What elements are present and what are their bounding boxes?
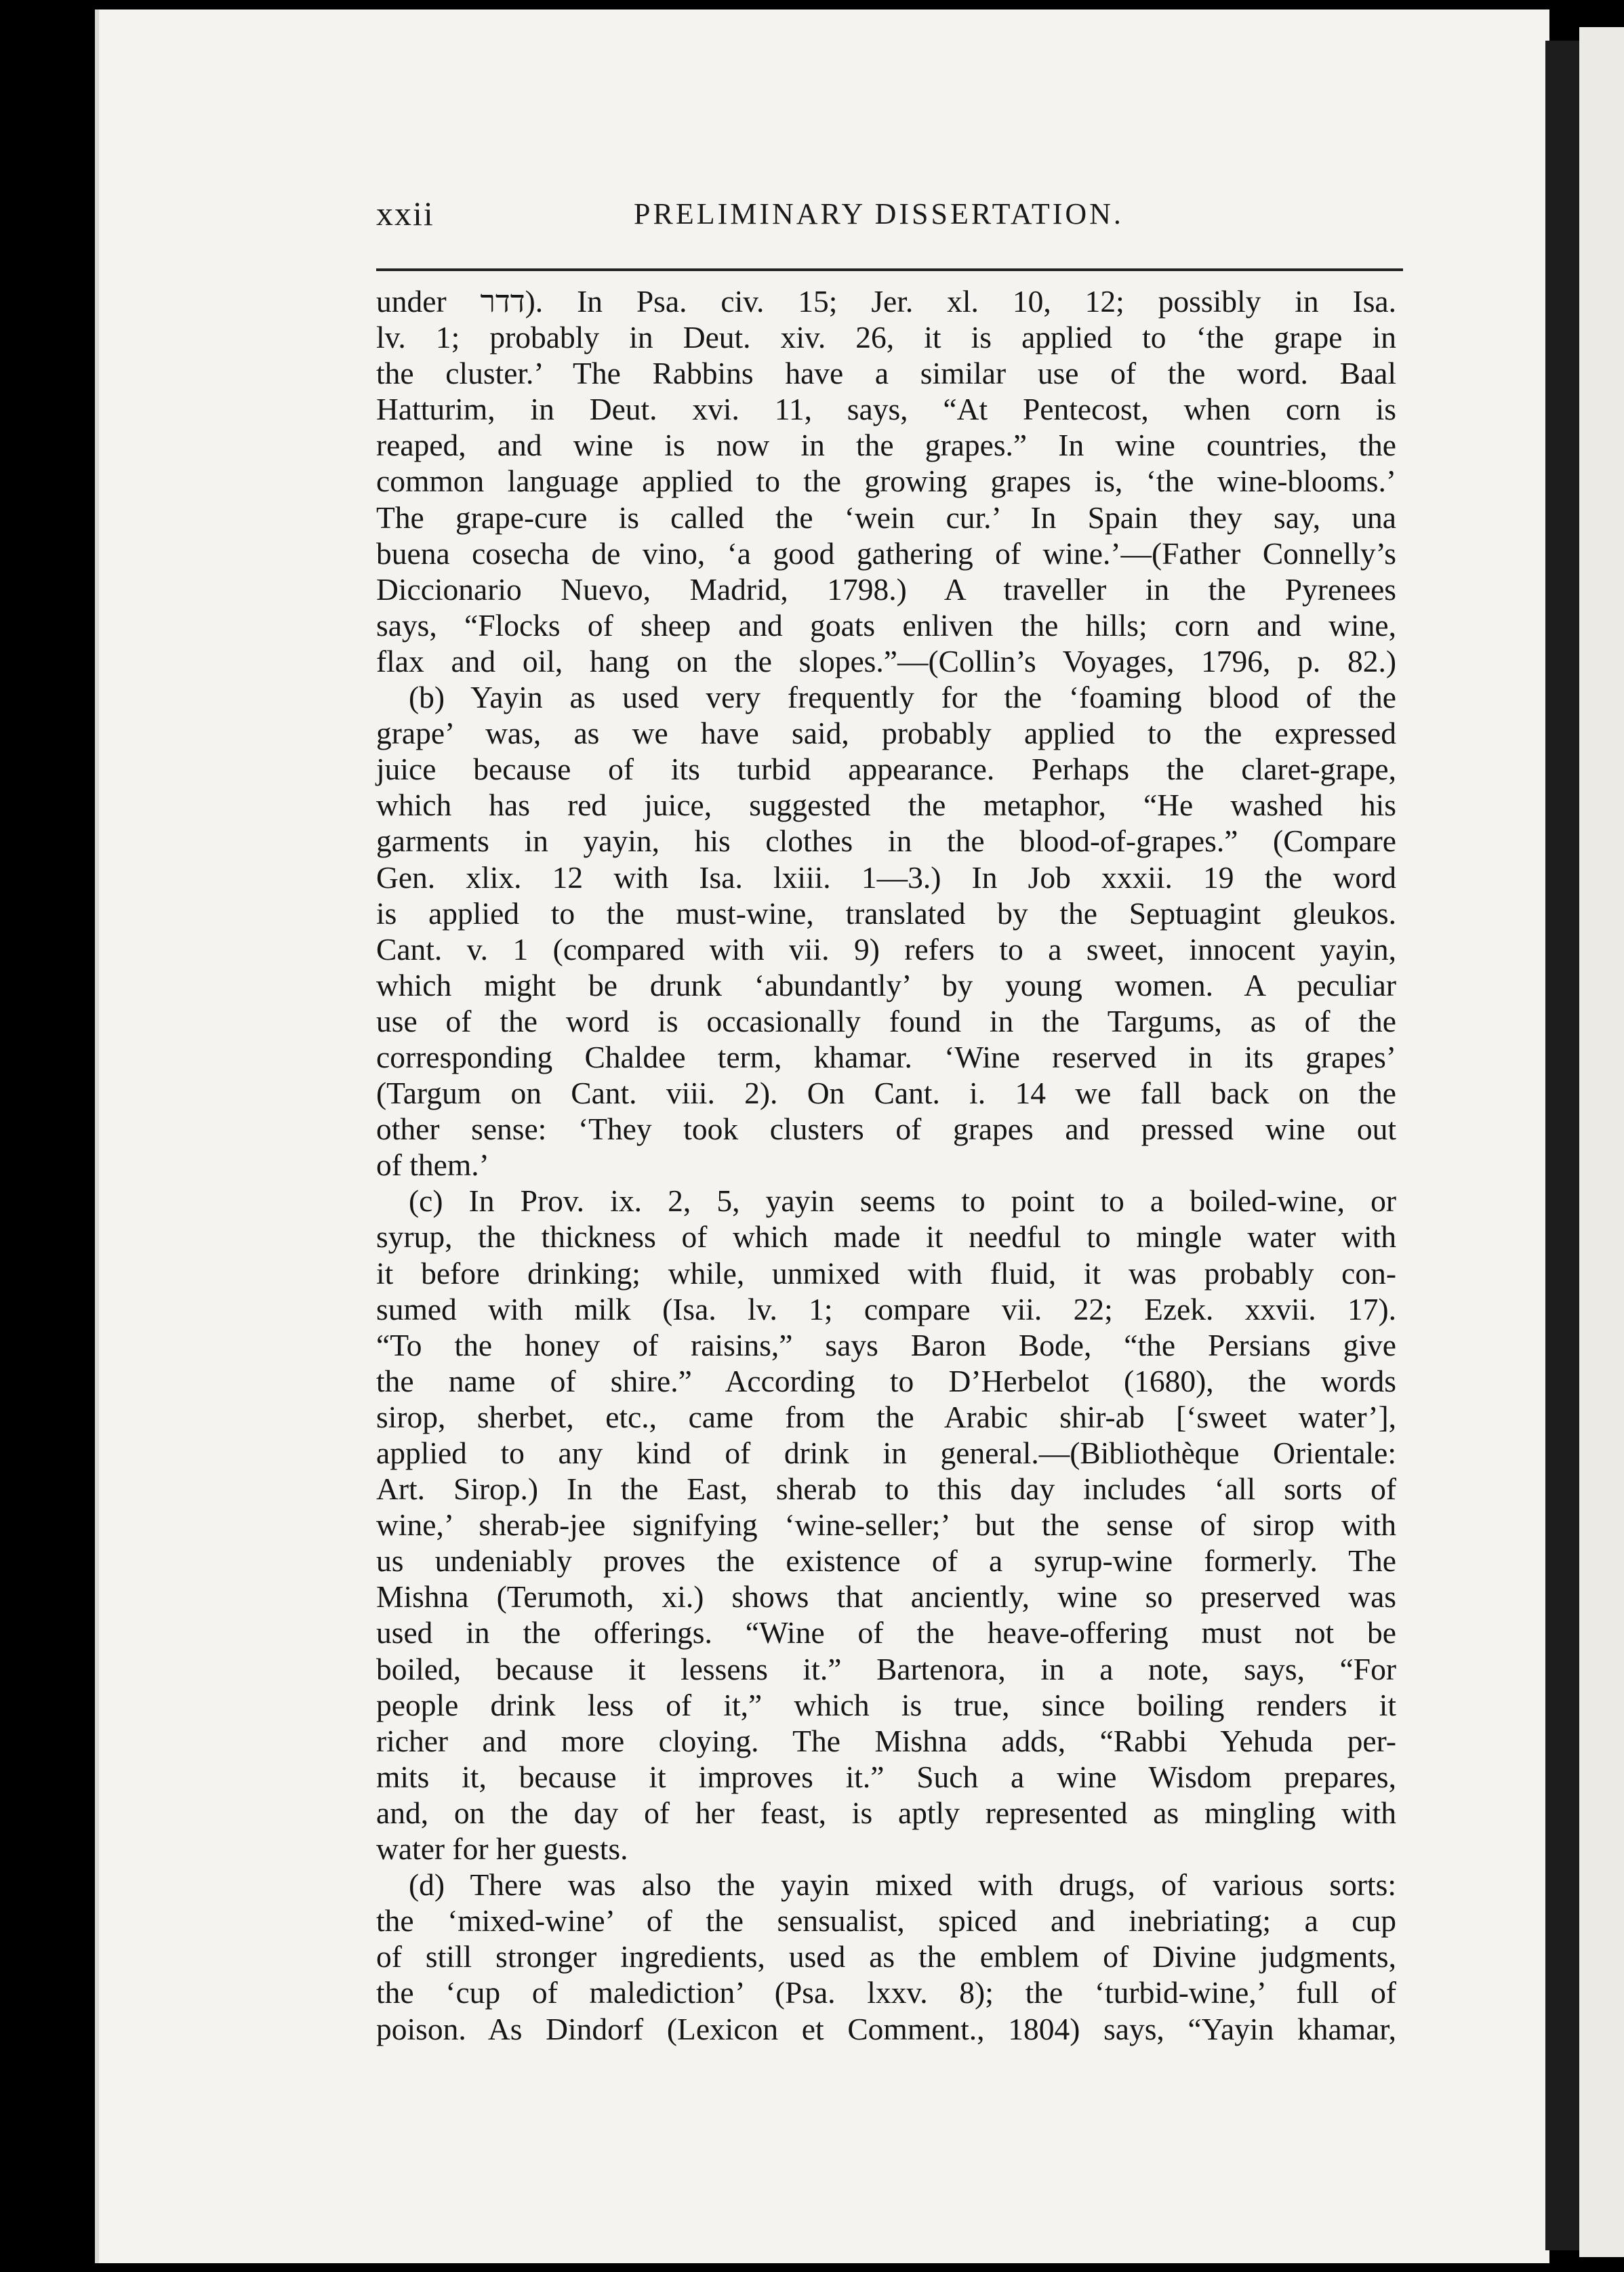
text-line: juice because of its turbid appearance. Perhaps the claret-grape,	[376, 752, 1396, 787]
running-header	[376, 194, 1400, 248]
text-line: (d) There was also the yayin mixed with drugs, of various sorts:	[409, 1867, 1396, 1903]
text-line: is applied to the must-wine, translated by the Septuagint gleukos.	[376, 895, 1396, 931]
text-line: the cluster.’ The Rabbins have a similar use of the word. Baal	[376, 356, 1396, 391]
text-line: lv. 1; probably in Deut. xiv. 26, it is applied to ‘the grape in	[376, 320, 1396, 355]
text-line: corresponding Chaldee term, khamar. ‘Wine reserved in its grapes’	[376, 1039, 1396, 1074]
text-line: sirop, sherbet, etc., came from the Arabic shir-ab [‘sweet water’],	[376, 1399, 1396, 1434]
text-line: says, “Flocks of sheep and goats enliven the hills; corn and wine,	[376, 607, 1396, 643]
text-line: which has red juice, suggested the metaphor, “He washed his	[376, 788, 1396, 823]
text-line: grape’ was, as we have said, probably applied to the expressed	[376, 716, 1396, 751]
text-line: “To the honey of raisins,” says Baron Bode, “the Persians give	[376, 1327, 1396, 1362]
text-line: garments in yayin, his clothes in the blood-of-grapes.” (Compare	[376, 824, 1396, 859]
text-line: poison. As Dindorf (Lexicon et Comment., 1804) says, “Yayin khamar,	[376, 2011, 1396, 2046]
text-line: use of the word is occasionally found in the Targums, as of the	[376, 1003, 1396, 1038]
text-line: Art. Sirop.) In the East, sherab to this day includes ‘all sorts of	[376, 1472, 1396, 1507]
text-line: and, on the day of her feast, is aptly represented as mingling with	[376, 1795, 1396, 1830]
page-number: xxii	[376, 195, 434, 232]
text-line: Diccionario Nuevo, Madrid, 1798.) A traveller in the Pyrenees	[376, 571, 1396, 607]
text-line: buena cosecha de vino, ‘a good gathering of wine.’—(Father Connelly’s	[376, 535, 1396, 571]
text-line: Gen. xlix. 12 with Isa. lxiii. 1—3.) In Job xxxii. 19 the word	[376, 859, 1396, 895]
text-line: it before drinking; while, unmixed with fluid, it was probably con-	[376, 1255, 1396, 1291]
text-line: reaped, and wine is now in the grapes.” In wine countries, the	[376, 428, 1396, 463]
text-line: water for her guests.	[376, 1831, 628, 1867]
text-line: the ‘cup of malediction’ (Psa. lxxv. 8); the ‘turbid-wine,’ full of	[376, 1975, 1396, 2010]
text-line: Cant. v. 1 (compared with vii. 9) refers to a sweet, innocent yayin,	[376, 931, 1396, 967]
adjacent-page-edge	[1579, 27, 1624, 2257]
text-line: applied to any kind of drink in general.—(Bibliothèque Orientale:	[376, 1436, 1396, 1470]
text-line: people drink less of it,” which is true, since boiling renders it	[376, 1687, 1396, 1722]
text-line: richer and more cloying. The Mishna adds, “Rabbi Yehuda per-	[376, 1723, 1396, 1758]
body-text	[376, 283, 1396, 2047]
text-line: The grape-cure is called the ‘wein cur.’ In Spain they say, una	[376, 500, 1396, 535]
text-line: (c) In Prov. ix. 2, 5, yayin seems to point to a boiled-wine, or	[409, 1183, 1396, 1219]
text-line: boiled, because it lessens it.” Bartenora, in a note, says, “For	[376, 1651, 1396, 1686]
text-line: sumed with milk (Isa. lv. 1; compare vii. 22; Ezek. xxvii. 17).	[376, 1291, 1396, 1326]
text-line: Mishna (Terumoth, xi.) shows that anciently, wine so preserved was	[376, 1579, 1396, 1615]
text-line: us undeniably proves the existence of a syrup-wine formerly. The	[376, 1543, 1396, 1579]
text-line: which might be drunk ‘abundantly’ by young women. A peculiar	[376, 967, 1396, 1002]
running-title: PRELIMINARY DISSERTATION.	[634, 197, 1124, 230]
text-line: syrup, the thickness of which made it needful to mingle water with	[376, 1219, 1396, 1255]
text-line: used in the offerings. “Wine of the heave-offering must not be	[376, 1615, 1396, 1650]
text-line: the ‘mixed-wine’ of the sensualist, spiced and inebriating; a cup	[376, 1903, 1396, 1939]
text-line: common language applied to the growing grapes is, ‘the wine-blooms.’	[376, 464, 1396, 499]
text-line: (b) Yayin as used very frequently for the ‘foaming blood of the	[409, 680, 1396, 715]
text-line: Hatturim, in Deut. xvi. 11, says, “At Pentecost, when corn is	[376, 392, 1396, 427]
text-line: of still stronger ingredients, used as the emblem of Divine judgments,	[376, 1939, 1396, 1974]
text-line: (Targum on Cant. viii. 2). On Cant. i. 14 we fall back on the	[376, 1076, 1396, 1111]
header-rule	[376, 268, 1403, 271]
text-line: mits it, because it improves it.” Such a wine Wisdom prepares,	[376, 1759, 1396, 1794]
text-line: wine,’ sherab-jee signifying ‘wine-seller;’ but the sense of sirop with	[376, 1507, 1396, 1543]
text-line: other sense: ‘They took clusters of grapes and pressed wine out	[376, 1112, 1396, 1147]
text-line: flax and oil, hang on the slopes.”—(Collin’s Voyages, 1796, p. 82.)	[376, 643, 1396, 678]
text-line: under דדר). In Psa. civ. 15; Jer. xl. 10, 12; possibly in Isa.	[376, 284, 1396, 319]
text-line: of them.’	[376, 1148, 489, 1183]
text-line: the name of shire.” According to D’Herbelot (1680), the words	[376, 1363, 1396, 1398]
